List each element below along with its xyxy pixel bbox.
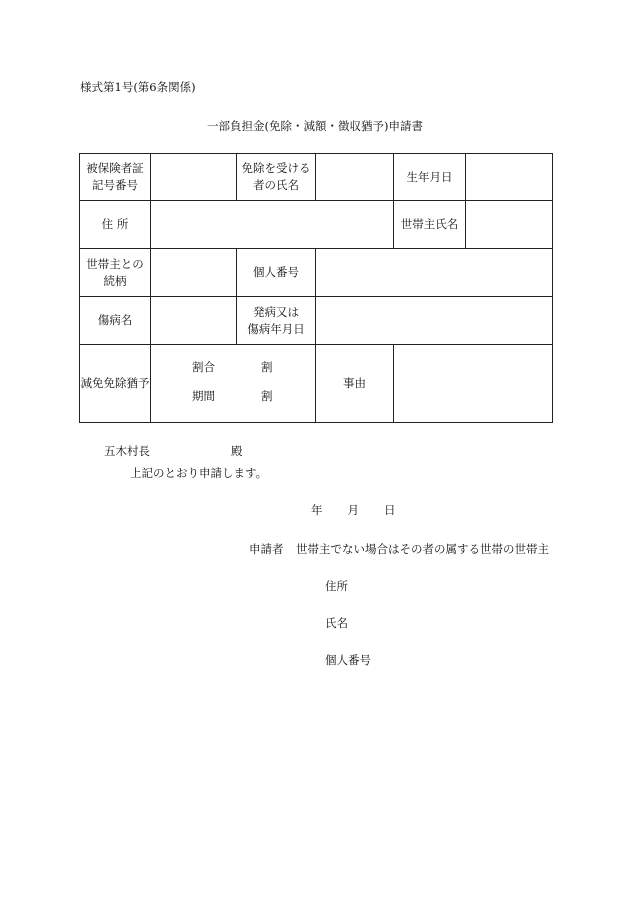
insured-number-label-line2: 記号番号 <box>92 178 138 192</box>
illness-label: 傷病名 <box>80 297 151 345</box>
birthdate-label: 生年月日 <box>394 154 466 201</box>
householder-label: 世帯主氏名 <box>394 201 466 249</box>
addressee: 五木村長 <box>104 444 150 458</box>
address-label: 住 所 <box>80 201 151 249</box>
application-table <box>79 153 553 423</box>
category-label: 減免免除猶予 <box>80 345 151 423</box>
my-number-field[interactable] <box>316 249 553 297</box>
birthdate-field[interactable] <box>466 154 553 201</box>
ratio-period-field[interactable] <box>151 345 316 423</box>
reason-field[interactable] <box>394 345 553 423</box>
address-field[interactable] <box>151 201 394 249</box>
insured-number-label <box>80 154 151 201</box>
reason-label: 事由 <box>316 345 394 423</box>
relation-field[interactable] <box>151 249 237 297</box>
period-unit: 割 <box>261 389 273 403</box>
applicant-my-number-label: 個人番号 <box>325 653 371 667</box>
date-line <box>311 503 396 519</box>
addressee-suffix: 殿 <box>231 444 243 458</box>
form-number: 様式第1号(第6条関係) <box>80 80 196 94</box>
ratio-label: 割合 <box>192 360 215 374</box>
exempt-person-label-line1: 免除を受ける <box>241 161 311 176</box>
date-year: 年 <box>311 503 323 517</box>
illness-field[interactable] <box>151 297 237 345</box>
period-label: 期間 <box>192 389 215 403</box>
my-number-label: 個人番号 <box>237 249 316 297</box>
relation-label-line1: 世帯主との <box>86 256 144 271</box>
onset-field[interactable] <box>316 297 553 345</box>
exempt-person-field[interactable] <box>316 154 394 201</box>
document-title: 一部負担金(免除・減額・徴収猶予)申請書 <box>207 119 423 133</box>
applicant-address-label: 住所 <box>325 579 348 593</box>
ratio-unit: 割 <box>261 360 273 374</box>
relation-label-line2: 続柄 <box>103 273 127 288</box>
declaration: 上記のとおり申請します。 <box>130 466 268 480</box>
relation-label <box>80 249 151 297</box>
exempt-person-label <box>237 154 316 201</box>
applicant-name-label: 氏名 <box>325 616 348 630</box>
applicant-label: 申請者 <box>249 542 284 556</box>
exempt-person-label-line2: 者の氏名 <box>253 178 299 192</box>
date-day: 日 <box>384 503 396 517</box>
applicant-note: 世帯主でない場合はその者の属する世帯の世帯主 <box>296 542 549 556</box>
householder-field[interactable] <box>466 201 553 249</box>
insured-number-field[interactable] <box>151 154 237 201</box>
onset-label-line2: 傷病年月日 <box>247 321 305 336</box>
onset-label <box>237 297 316 345</box>
insured-number-label-line1: 被保険者証 <box>86 161 144 176</box>
date-month: 月 <box>347 503 359 517</box>
onset-label-line1: 発病又は <box>253 304 299 319</box>
